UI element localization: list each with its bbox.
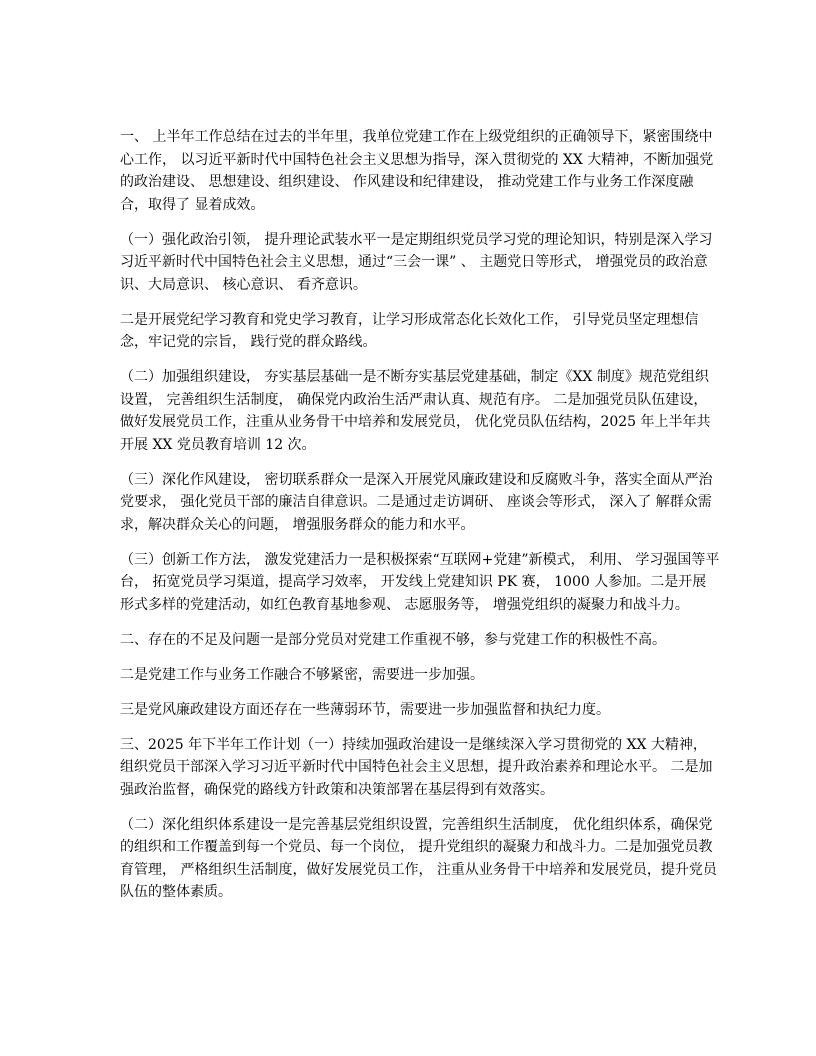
paragraph-organization-building: （二）加强组织建设， 夯实基层基础一是不断夯实基层党建基础，制定《XX 制度》规范党组织设置， 完善组织生活制度， 确保党内政治生活严肃认真、规范有序。 二是加强党员队伍建设， 做好发展党员工作，注重从业务骨干中培养和发展党员， 优化党员队伍结构，2025 年上半年共开展 XX 党员教育培训 12 次。 bbox=[120, 369, 711, 453]
document-body bbox=[120, 126, 720, 916]
paragraph-second-half-plan: 三、2025 年下半年工作计划（一）持续加强政治建设一是继续深入学习贯彻党的 XX 大精神， 组织党员干部深入学习习近平新时代中国特色社会主义思想，提升政治素养和理论水平。 二是加强政治监督，确保党的路线方针政策和决策部署在基层得到有效落实。 bbox=[120, 736, 713, 798]
paragraph-discipline-education: 二是开展党纪学习教育和党史学习教育，让学习形成常态化长效化工作， 引导党员坚定理想信念，牢记党的宗旨， 践行党的群众路线。 bbox=[120, 311, 699, 350]
paragraph-first-half-summary: 一、 上半年工作总结在过去的半年里，我单位党建工作在上级党组织的正确领导下，紧密围绕中心工作， 以习近平新时代中国特色社会主义思想为指导，深入贯彻党的 XX 大精神，不断加强党的政治建设、 思想建设、组织建设、 作风建设和纪律建设， 推动党建工作与业务工作深度融合，取得了 显着成效。 bbox=[120, 129, 714, 213]
paragraph-organization-system: （二）深化组织体系建设一是完善基层党组织设置，完善组织生活制度， 优化组织体系，确保党的组织和工作覆盖到每一个党员、每一个岗位， 提升党组织的凝聚力和战斗力。二是加强党员教育管理， 严格组织生活制度，做好发展党员工作， 注重从业务骨干中培养和发展党员，提升党员队伍的整体素质。 bbox=[120, 816, 717, 900]
paragraph-innovation: （三）创新工作方法， 激发党建活力一是积极探索“互联网+党建”新模式， 利用、 学习强国等平台， 拓宽党员学习渠道，提高学习效率， 开发线上党建知识 PK 赛， 1000 人参加。二是开展形式多样的党建活动，如红色教育基地参观、 志愿服务等， 增强党组织的凝聚力和战斗力。 bbox=[120, 551, 720, 613]
paragraph-political-guidance: （一）强化政治引领， 提升理论武装水平一是定期组织党员学习党的理论知识，特别是深入学习习近平新时代中国特色社会主义思想，通过“三会一课” 、 主题党日等形式， 增强党员的政治意识、大局意识、 核心意识、 看齐意识。 bbox=[120, 231, 713, 293]
paragraph-work-style: （三）深化作风建设， 密切联系群众一是深入开展党风廉政建设和反腐败斗争，落实全面从严治党要求， 强化党员干部的廉洁自律意识。二是通过走访调研、 座谈会等形式， 深入了 解群众需求，解决群众关心的问题， 增强服务群众的能力和水平。 bbox=[120, 471, 713, 533]
paragraph-problems-2: 二是党建工作与业务工作融合不够紧密，需要进一步加强。 bbox=[120, 666, 484, 683]
paragraph-problems-1: 二、存在的不足及问题一是部分党员对党建工作重视不够，参与党建工作的积极性不高。 bbox=[120, 631, 666, 648]
paragraph-problems-3: 三是党风廉政建设方面还存在一些薄弱环节，需要进一步加强监督和执纪力度。 bbox=[120, 701, 610, 718]
